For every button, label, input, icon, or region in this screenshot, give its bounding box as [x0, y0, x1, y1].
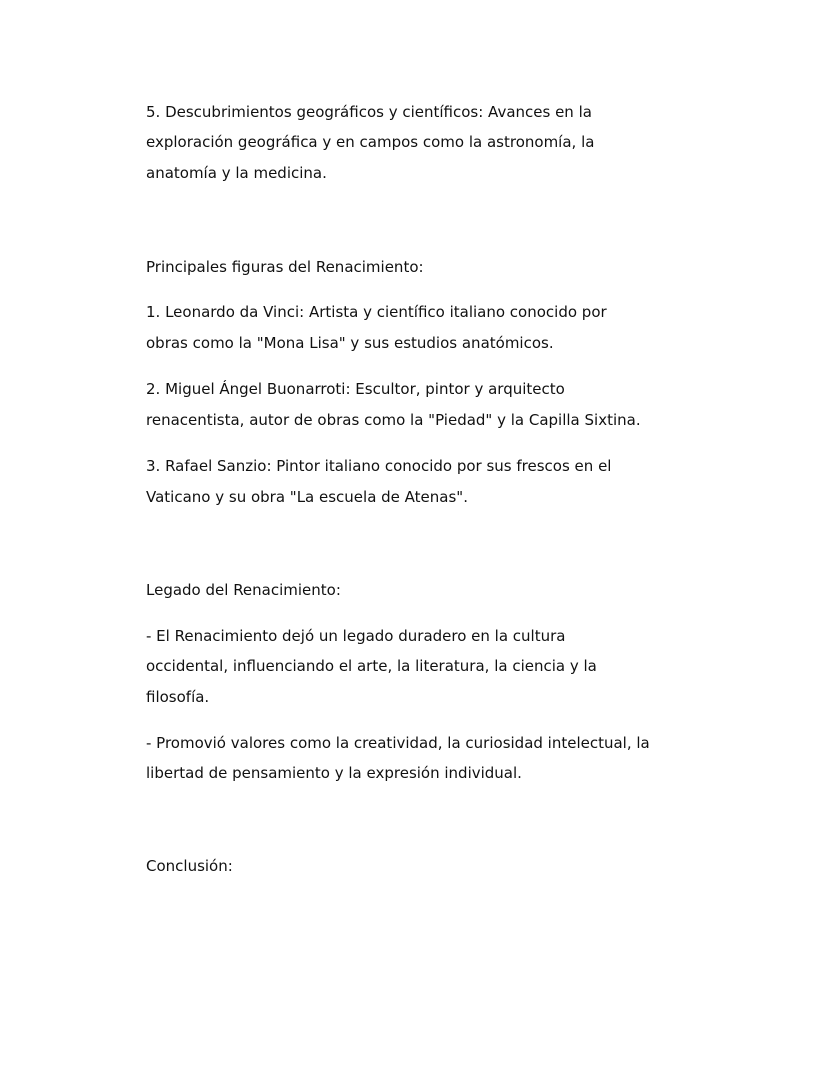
text-line: filosofía.: [146, 688, 210, 706]
text-line: obras como la "Mona Lisa" y sus estudios anatómicos.: [146, 334, 554, 352]
text-line: libertad de pensamiento y la expresión individual.: [146, 764, 522, 782]
text-line: 3. Rafael Sanzio: Pintor italiano conocido por sus frescos en el: [146, 457, 612, 475]
text-line: - El Renacimiento dejó un legado duradero en la cultura: [146, 627, 566, 645]
text-line: occidental, influenciando el arte, la literatura, la ciencia y la: [146, 657, 597, 675]
legacy-heading: Legado del Renacimiento:: [146, 581, 341, 599]
text-line: 1. Leonardo da Vinci: Artista y científico italiano conocido por: [146, 303, 607, 321]
text-line: anatomía y la medicina.: [146, 164, 327, 182]
text-line: renacentista, autor de obras como la "Piedad" y la Capilla Sixtina.: [146, 411, 641, 429]
conclusion-heading: Conclusión:: [146, 857, 233, 875]
text-line: 2. Miguel Ángel Buonarroti: Escultor, pintor y arquitecto: [146, 380, 565, 398]
text-line: exploración geográfica y en campos como la astronomía, la: [146, 133, 595, 151]
text-line: - Promovió valores como la creatividad, la curiosidad intelectual, la: [146, 734, 650, 752]
text-line: Vaticano y su obra "La escuela de Atenas".: [146, 488, 468, 506]
text-line: 5. Descubrimientos geográficos y científicos: Avances en la: [146, 103, 592, 121]
figures-heading: Principales figuras del Renacimiento:: [146, 258, 424, 276]
